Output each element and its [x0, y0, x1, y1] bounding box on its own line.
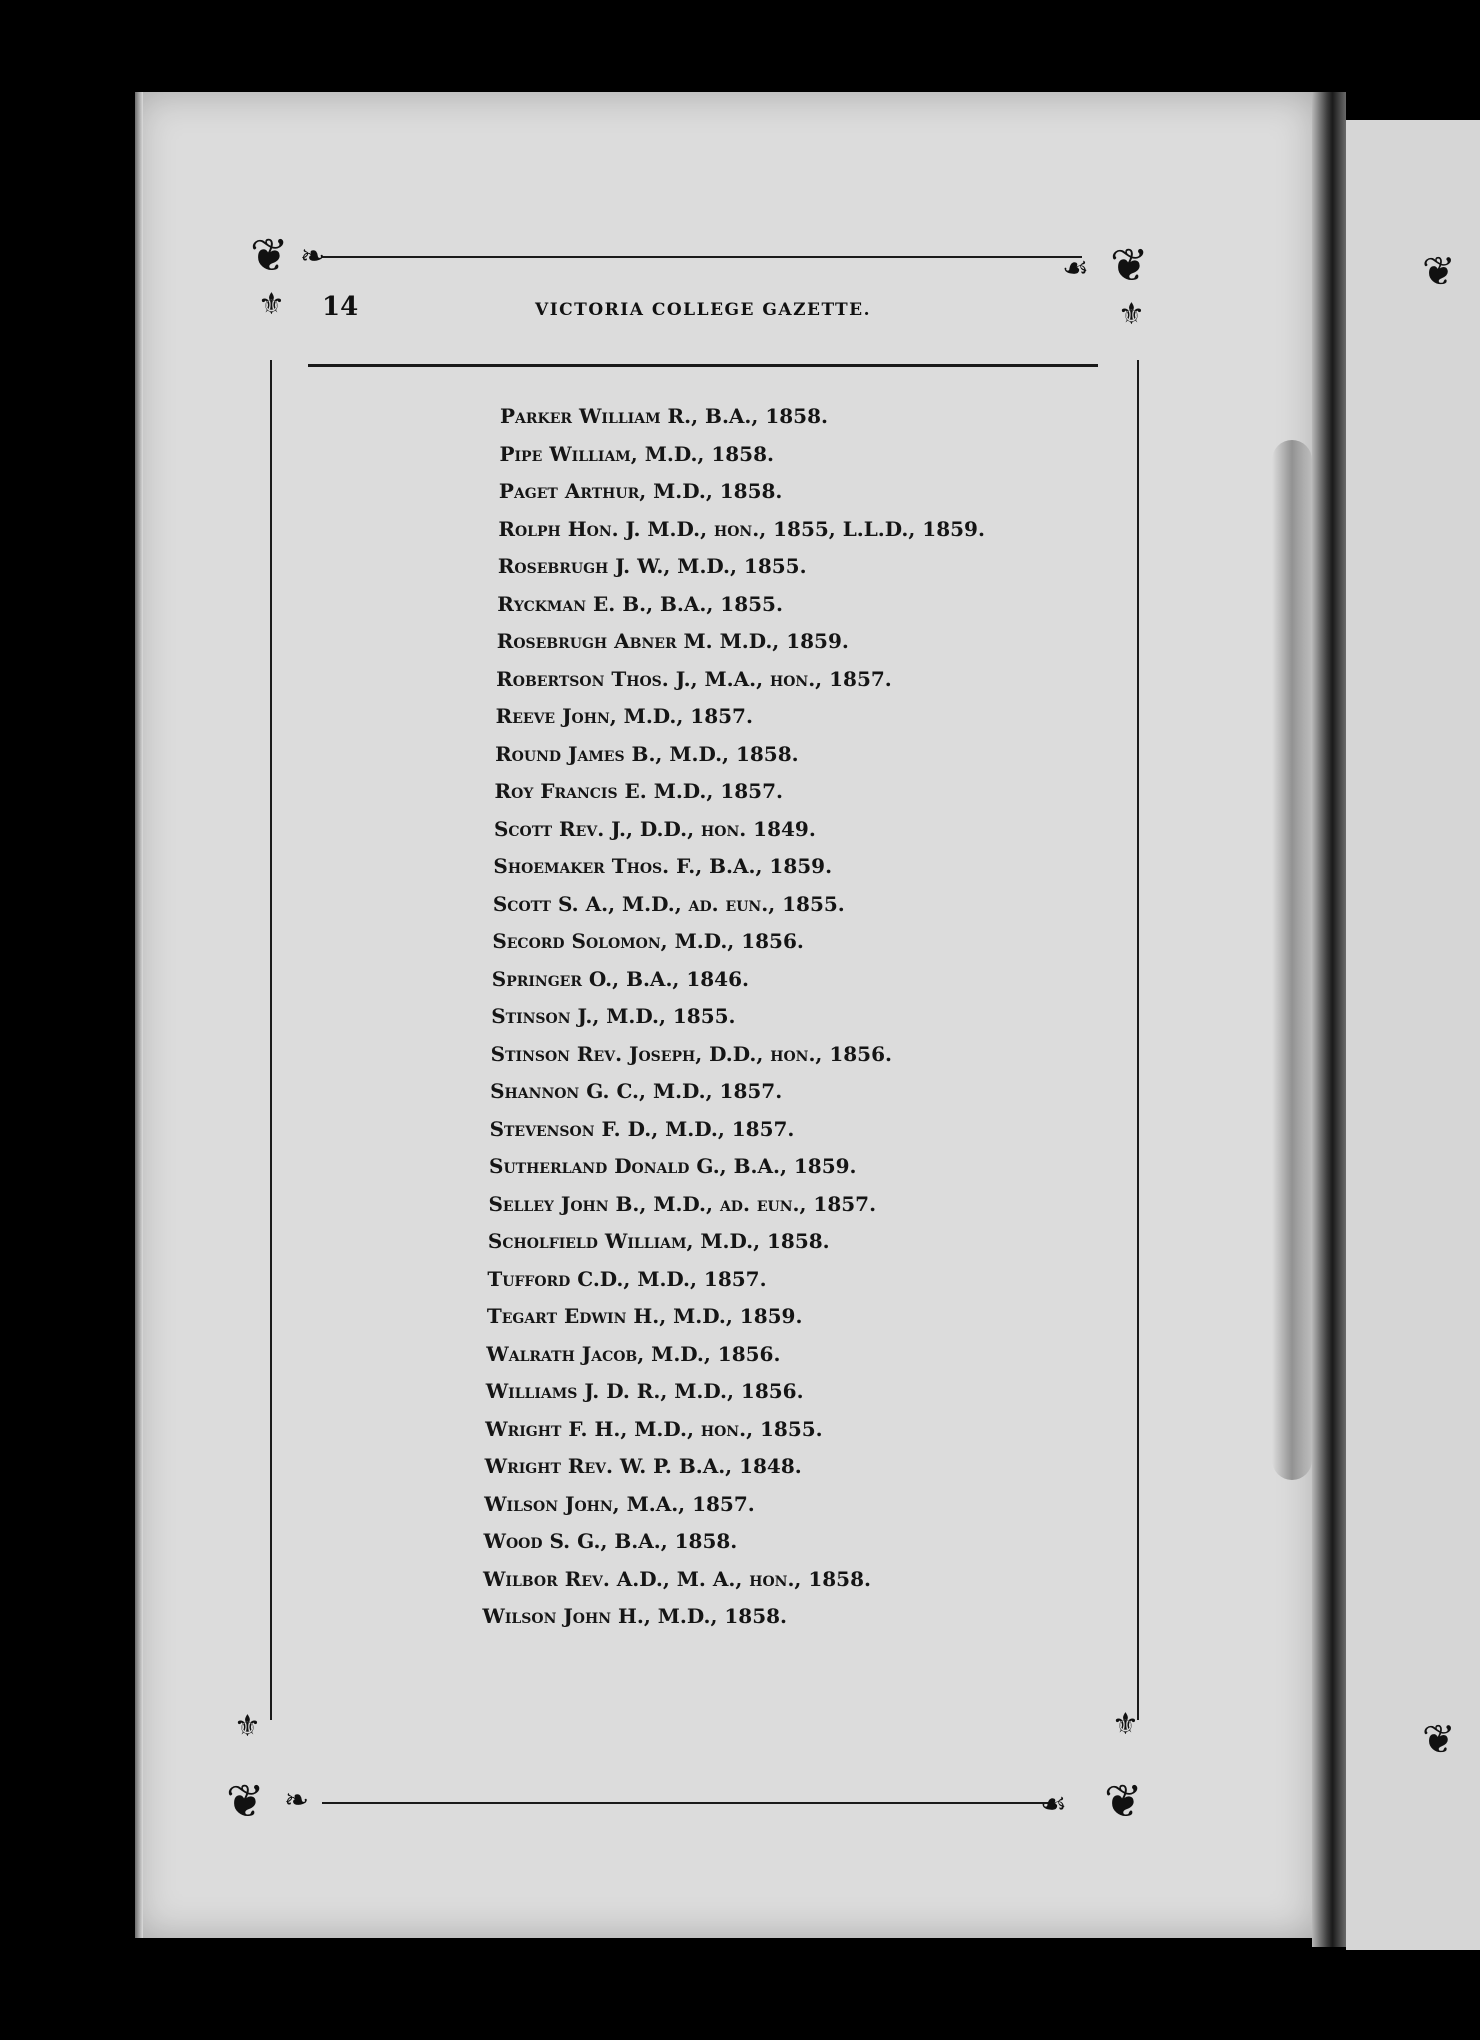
page-number: 14: [322, 292, 359, 322]
list-item: Robertson Thos. J., M.A., hon., 1857.: [496, 666, 892, 691]
scroll-ornament-icon: ☙: [1062, 251, 1089, 286]
list-item: Rosebrugh J. W., M.D., 1855.: [497, 554, 807, 578]
scroll-ornament-icon: ⚜: [258, 287, 285, 322]
list-item: Springer O., B.A., 1846.: [491, 966, 749, 991]
list-item: Roy Francis E. M.D., 1857.: [494, 779, 783, 803]
list-item: Round James B., M.D., 1858.: [495, 741, 799, 766]
list-item: Scott Rev. J., D.D., hon. 1849.: [493, 816, 816, 841]
floral-corner-icon: ❦: [1110, 238, 1149, 292]
list-item: Reeve John, M.D., 1857.: [495, 704, 753, 728]
list-item: Ryckman E. B., B.A., 1855.: [497, 591, 783, 616]
list-item: Walrath Jacob, M.D., 1856.: [486, 1341, 781, 1366]
list-item: Rolph Hon. J. M.D., hon., 1855, L.L.D., 1859.: [498, 516, 985, 541]
list-item: Scott S. A., M.D., ad. eun., 1855.: [492, 891, 845, 916]
scroll-ornament-icon: ❧: [284, 1783, 310, 1818]
list-item: Tufford C.D., M.D., 1857.: [487, 1266, 767, 1291]
frame-bottom-rule: [322, 1802, 1050, 1804]
graduate-list: [482, 398, 1060, 1636]
list-item: Wright F. H., M.D., hon., 1855.: [485, 1416, 823, 1441]
list-item: Wilson John H., M.D., 1858.: [482, 1604, 788, 1628]
scroll-ornament-icon: ❧: [300, 239, 326, 274]
list-item: Stevenson F. D., M.D., 1857.: [489, 1116, 795, 1141]
frame-top-rule: [322, 256, 1082, 258]
floral-corner-icon: ❦: [1104, 1774, 1143, 1828]
list-item: Sutherland Donald G., B.A., 1859.: [489, 1154, 857, 1178]
facing-page-ornament-icon: ❦: [1422, 249, 1456, 295]
running-head-title: VICTORIA COLLEGE GAZETTE.: [535, 300, 872, 320]
list-item: Tegart Edwin H., M.D., 1859.: [486, 1304, 803, 1328]
list-item: Scholfield William, M.D., 1858.: [487, 1229, 830, 1253]
list-item: Paget Arthur, M.D., 1858.: [498, 479, 783, 503]
list-item: Wilson John, M.A., 1857.: [484, 1491, 755, 1516]
list-item: Secord Solomon, M.D., 1856.: [492, 929, 804, 953]
scroll-ornament-icon: ⚜: [234, 1709, 261, 1744]
facing-page-ornament-icon: ❦: [1422, 1717, 1456, 1763]
list-item: Shoemaker Thos. F., B.A., 1859.: [493, 854, 833, 878]
list-item: Rosebrugh Abner M. M.D., 1859.: [496, 629, 849, 653]
frame-right-rule: [1137, 360, 1139, 1720]
list-item: Pipe William, M.D., 1858.: [499, 441, 774, 466]
gutter-stain: [1272, 440, 1312, 1480]
list-item: Shannon G. C., M.D., 1857.: [490, 1079, 783, 1103]
list-item: Williams J. D. R., M.D., 1856.: [485, 1379, 804, 1403]
book-gutter: [1312, 92, 1346, 1947]
list-item: Wright Rev. W. P. B.A., 1848.: [484, 1454, 802, 1478]
scroll-ornament-icon: ☙: [1040, 1787, 1067, 1822]
floral-corner-icon: ❦: [226, 1774, 265, 1828]
list-item: Stinson Rev. Joseph, D.D., hon., 1856.: [490, 1041, 892, 1066]
list-item: Stinson J., M.D., 1855.: [491, 1004, 736, 1028]
header-rule: [308, 364, 1098, 367]
list-item: Wood S. G., B.A., 1858.: [483, 1529, 738, 1553]
list-item: Parker William R., B.A., 1858.: [500, 404, 828, 428]
scroll-ornament-icon: ⚜: [1118, 297, 1145, 332]
facing-page: [1346, 120, 1480, 1950]
scroll-ornament-icon: ⚜: [1112, 1707, 1139, 1742]
frame-left-rule: [270, 360, 272, 1720]
list-item: Wilbor Rev. A.D., M. A., hon., 1858.: [482, 1566, 871, 1591]
list-item: Selley John B., M.D., ad. eun., 1857.: [488, 1191, 877, 1216]
floral-corner-icon: ❦: [250, 228, 289, 282]
